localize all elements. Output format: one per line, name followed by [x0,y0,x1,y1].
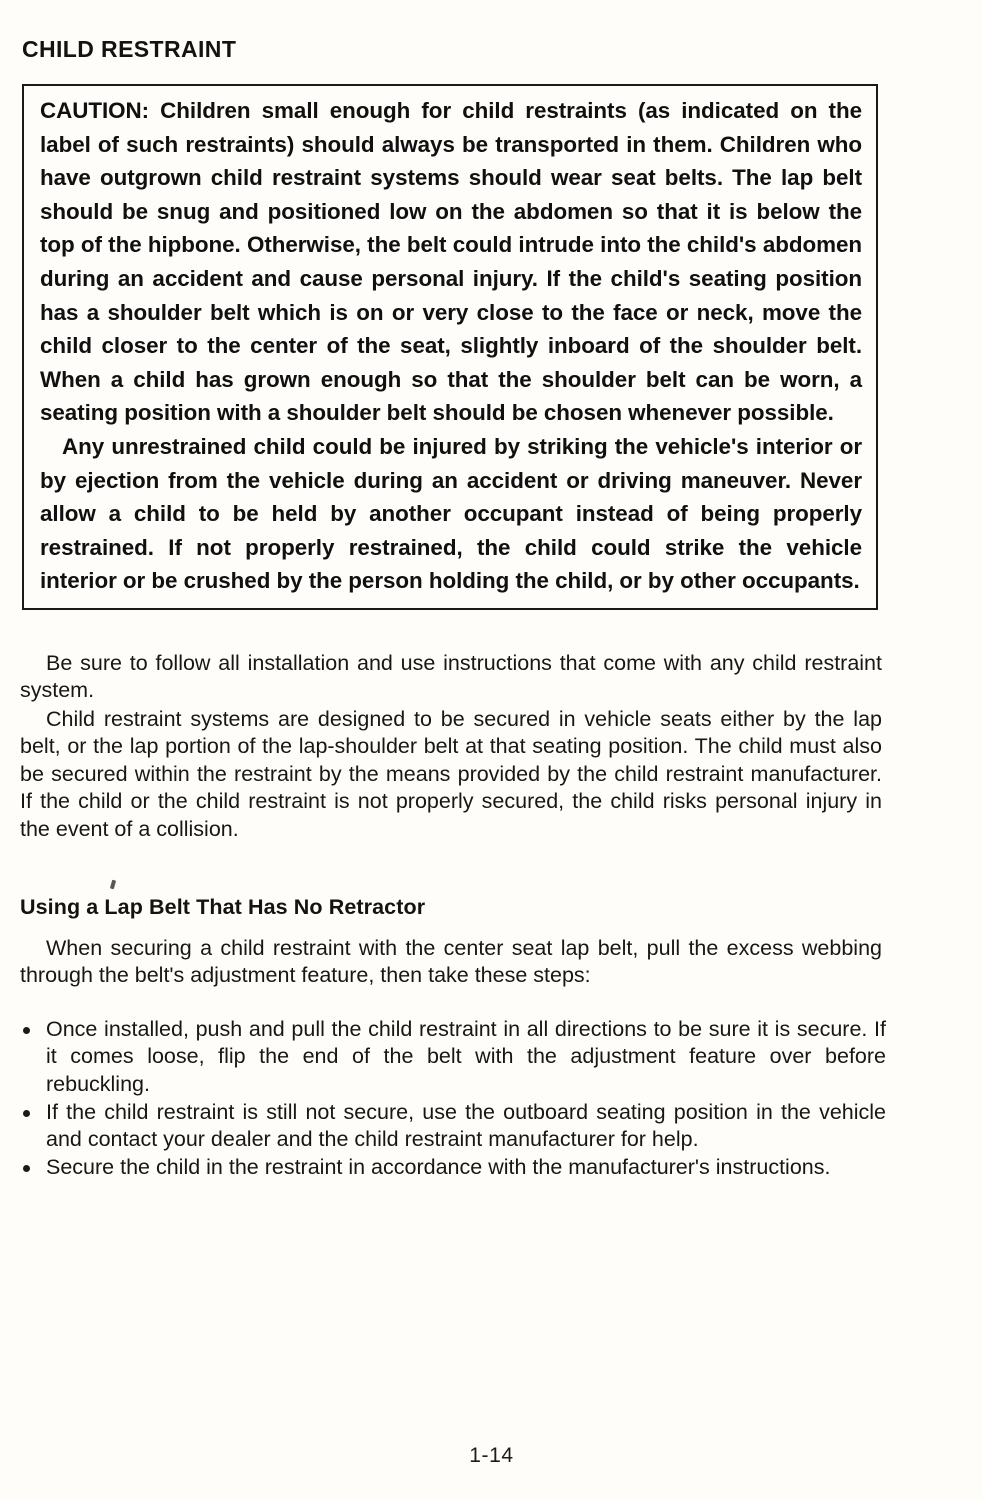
list-item-text: If the child restraint is still not secure, use the outboard seating position in the vehicle and contact your dealer and the child restraint manufacturer for help. [46,1099,886,1152]
list-item [20,1099,886,1154]
bullet-dot-icon [23,1110,30,1117]
page-number: 1-14 [469,1444,514,1467]
list-item-text: Secure the child in the restraint in accordance with the manufacturer's instructions. [46,1155,831,1180]
bullet-dot-icon [23,1165,30,1172]
scan-speck-artifact [110,880,116,890]
body-paragraph-follow-instructions: Be sure to follow all installation and use instructions that come with any child restraint system. [20,651,882,703]
caution-box [22,84,878,610]
bullet-dot-icon [23,1027,30,1034]
list-item [20,1154,886,1181]
subsection-heading-lap-belt-no-retractor: Using a Lap Belt That Has No Retractor [20,895,426,919]
steps-list [20,1016,886,1182]
list-item [20,1016,886,1098]
page-title: CHILD RESTRAINT [22,36,237,62]
body-paragraph-restraint-systems: Child restraint systems are designed to be secured in vehicle seats either by the lap belt, or the lap portion of the lap-shoulder belt at that seating position. The child must also be secured within the restraint by the means provided by the child restraint manufacturer. If the child or the child restraint is not properly secured, the child risks personal injury in the event of a collision. [20,707,882,841]
caution-paragraph-secondary: Any unrestrained child could be injured by striking the vehicle's interior or by ejection from the vehicle during an accident or driving maneuver. Never allow a child to be held by another occupant instead of being properly restrained. If not properly restrained, the child could strike the vehicle interior or be crushed by the person holding the child, or by other occupants. [40,433,862,594]
body-paragraph-securing-intro: When securing a child restraint with the center seat lap belt, pull the excess webbing through the belt's adjustment feature, then take these steps: [20,936,882,988]
caution-paragraph-primary: CAUTION: Children small enough for child restraints (as indicated on the label of such restraints) should always be transported in them. Children who have outgrown child restraint systems should wear seat belts. The lap belt should be snug and positioned low on the abdomen so that it is below the top of the hipbone. Otherwise, the belt could intrude into the child's abdomen during an accident and cause personal injury. If the child's seating position has a shoulder belt which is on or very close to the face or neck, move the child closer to the center of the seat, slightly inboard of the shoulder belt. When a child has grown enough so that the shoulder belt can be worn, a seating position with a shoulder belt should be chosen whenever possible. [40,98,862,426]
list-item-text: Once installed, push and pull the child restraint in all directions to be sure it is secure. If it comes loose, flip the end of the belt with the adjustment feature over before rebuckling. [46,1017,886,1096]
